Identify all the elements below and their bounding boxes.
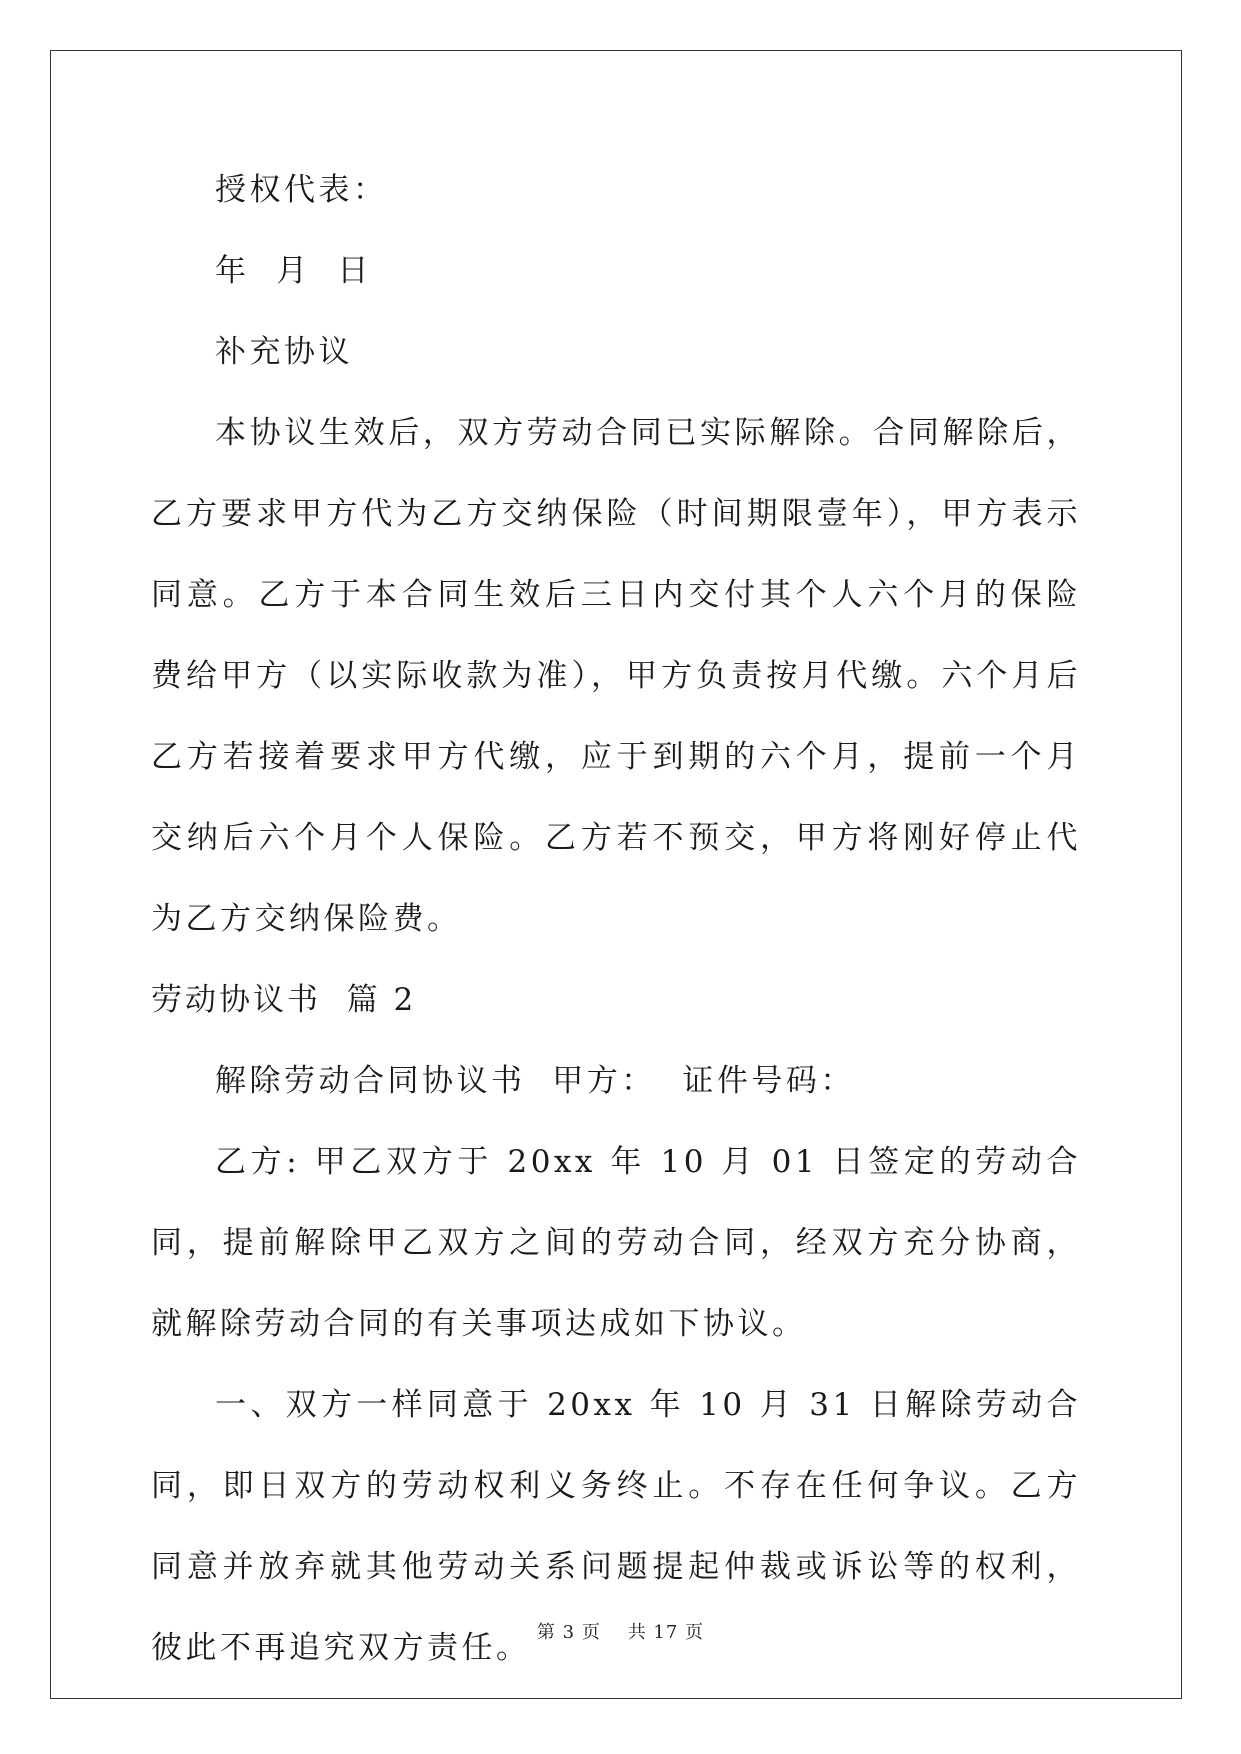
supplementary-agreement-body: 本协议生效后，双方劳动合同已实际解除。合同解除后，乙方要求甲方代为乙方交纳保险（时间期限壹年），甲方表示同意。乙方于本合同生效后三日内交付其个人六个月的保险费给甲方（以实际收款为准），甲方负责按月代缴。六个月后乙方若接着要求甲方代缴，应于到期的六个月，提前一个月交纳后六个月个人保险。乙方若不预交，甲方将刚好停止代为乙方交纳保险费。	[151, 415, 1081, 937]
supplementary-agreement-title: 补充协议	[215, 334, 353, 370]
termination-agreement-title: 解除劳动合同协议书 甲方： 证件号码：	[215, 1063, 855, 1099]
authorized-representative-line: 授权代表：	[215, 172, 388, 208]
party-b-paragraph: 乙方: 甲乙双方于 20xx 年 10 月 01 日签定的劳动合同，提前解除甲乙双方之间的劳动合同，经双方充分协商，就解除劳动合同的有关事项达成如下协议。	[151, 1144, 1081, 1342]
page-footer	[0, 1618, 1241, 1644]
date-line: 年 月 日	[215, 253, 372, 289]
document-body	[151, 150, 1081, 1689]
page-number-label: 第 3 页 共 17 页	[536, 1622, 705, 1643]
section-heading: 劳动协议书 篇 2	[151, 982, 417, 1018]
clause-one-paragraph: 一、双方一样同意于 20xx 年 10 月 31 日解除劳动合同，即日双方的劳动权利义务终止。不存在任何争议。乙方同意并放弃就其他劳动关系问题提起仲裁或诉讼等的权利，彼此不再追究双方责任。	[151, 1387, 1081, 1666]
